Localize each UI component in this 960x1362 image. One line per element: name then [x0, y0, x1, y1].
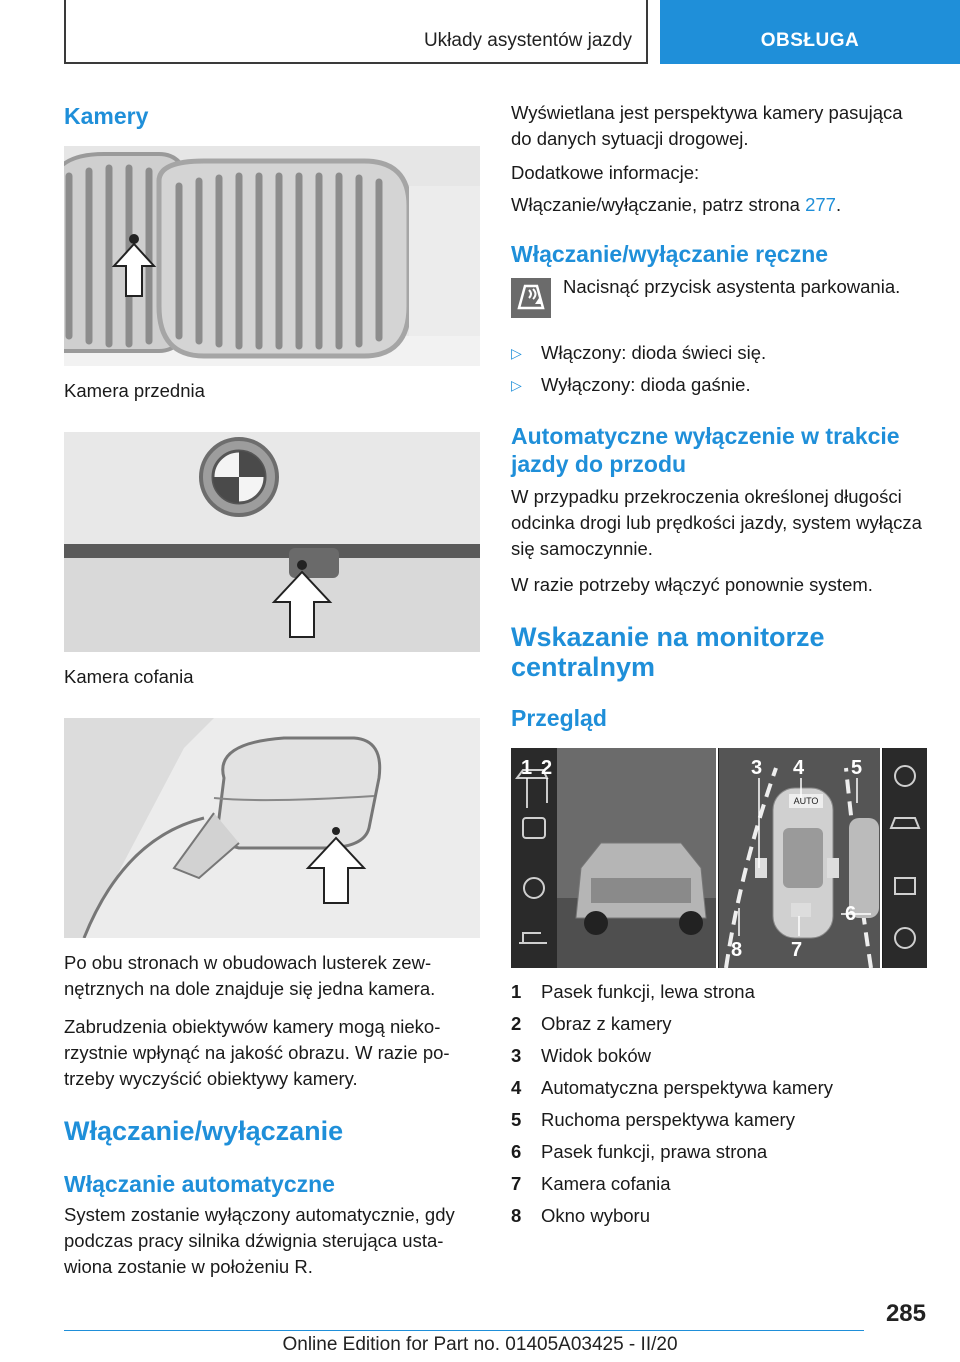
- callout-8: 8: [731, 939, 743, 961]
- legend-text: Okno wyboru: [541, 1205, 650, 1226]
- footer-divider: [64, 1330, 864, 1331]
- para-reference: [511, 192, 928, 218]
- bullet-text: Włączony: dioda świeci się.: [541, 342, 767, 363]
- legend-text: Pasek funkcji, prawa strona: [541, 1141, 768, 1162]
- rear-camera-figure: [64, 432, 480, 652]
- caption-front-camera: Kamera przednia: [64, 380, 205, 401]
- bullet-off: [511, 372, 928, 398]
- right-column: [511, 100, 928, 1232]
- legend-text: Kamera cofania: [541, 1173, 671, 1194]
- callout-2: 2: [541, 757, 553, 779]
- heading-auto-on: Włączanie automatyczne: [64, 1171, 335, 1197]
- page-reference-link[interactable]: 277: [805, 194, 836, 215]
- callout-5: 5: [851, 757, 863, 779]
- callout-1: 1: [521, 757, 533, 779]
- para-more-info: Dodatkowe informacje:: [511, 162, 700, 183]
- para-mirrors: Po obu stronach w obudowach lusterek zewnętrznych na dole znajduje się jedna kamera.: [64, 952, 436, 999]
- left-column: [64, 100, 480, 1280]
- para-auto-off: W przypadku przekroczenia określonej długości odcinka drogi lub prędkości jazdy, system wyłącza się samoczynnie.: [511, 486, 922, 559]
- front-camera-figure: [64, 146, 480, 366]
- heading-auto-off: Automatyczne wyłączenie w trakcie jazdy do przodu: [511, 423, 900, 477]
- heading-central-display: Wskazanie na monitorze centralnym: [511, 622, 825, 682]
- legend-text: Obraz z kamery: [541, 1013, 672, 1034]
- manual-instruction: [511, 274, 928, 318]
- para-reenable: W razie potrzeby włączyć ponownie system.: [511, 574, 873, 595]
- legend-item: [511, 1040, 928, 1072]
- monitor-overview-figure: [511, 748, 927, 968]
- legend-text: Automatyczna perspektywa kamery: [541, 1077, 834, 1098]
- mirror-camera-figure: [64, 718, 480, 938]
- caption-rear-camera: Kamera cofania: [64, 666, 194, 687]
- section-title: Układy asystentów jazdy: [423, 30, 632, 51]
- legend-item: [511, 1200, 928, 1232]
- callout-3: 3: [751, 757, 763, 779]
- heading-manual: Włączanie/wyłączanie ręczne: [511, 241, 829, 267]
- auto-badge: AUTO: [793, 796, 819, 806]
- park-assist-button-icon: [511, 278, 551, 318]
- legend-number: 1: [511, 981, 522, 1002]
- para-auto-on: System zostanie wyłączony automatycznie, gdy podczas pracy silnika dźwignia sterująca ustawiona zostanie w położeniu R.: [64, 1204, 455, 1277]
- legend-number: 2: [511, 1013, 522, 1034]
- bullet-triangle-icon: ▷: [511, 345, 522, 361]
- callout-6: 6: [845, 903, 857, 925]
- para-press-button: Nacisnąć przycisk asystenta parkowania.: [563, 276, 901, 297]
- legend-number: 8: [511, 1205, 522, 1226]
- callout-4: 4: [793, 757, 805, 779]
- legend-number: 5: [511, 1109, 522, 1130]
- para-dirty-lens: Zabrudzenia obiektywów kamery mogą niekorzystnie wpłynąć na jakość obrazu. W razie potrzeby wyczyścić obiektywy kamery.: [64, 1016, 450, 1089]
- legend-number: 6: [511, 1141, 522, 1162]
- legend-item: [511, 1104, 928, 1136]
- legend-number: 7: [511, 1173, 522, 1194]
- legend-item: [511, 1136, 928, 1168]
- para-perspective: Wyświetlana jest perspektywa kamery pasująca do danych sytuacji drogowej.: [511, 102, 903, 149]
- header-box: [64, 0, 648, 64]
- legend-number: 3: [511, 1045, 522, 1066]
- callout-7: 7: [791, 939, 803, 961]
- legend-list: [511, 976, 928, 1232]
- bullet-triangle-icon: ▷: [511, 377, 522, 393]
- legend-text: Pasek funkcji, lewa strona: [541, 981, 755, 1002]
- legend-item: [511, 976, 928, 1008]
- footer-edition: Online Edition for Part no. 01405A03425 - II/20: [282, 1334, 678, 1355]
- chapter-tab: [660, 0, 960, 64]
- legend-text: Ruchoma perspektywa kamery: [541, 1109, 795, 1130]
- bullet-text: Wyłączony: dioda gaśnie.: [541, 374, 751, 395]
- heading-cameras: Kamery: [64, 103, 149, 129]
- bullet-on: [511, 340, 928, 366]
- legend-number: 4: [511, 1077, 522, 1098]
- heading-on-off: Włączanie/wyłączanie: [64, 1116, 344, 1146]
- reference-suffix: .: [835, 194, 842, 215]
- chapter-tab-label: OBSŁUGA: [760, 30, 860, 51]
- page-number: 285: [885, 1300, 926, 1327]
- legend-item: [511, 1168, 928, 1200]
- status-bullets: [511, 340, 928, 398]
- legend-item: [511, 1072, 928, 1104]
- legend-text: Widok boków: [541, 1045, 652, 1066]
- legend-item: [511, 1008, 928, 1040]
- reference-prefix: Włączanie/wyłączanie, patrz strona: [511, 194, 806, 215]
- heading-overview: Przegląd: [511, 705, 607, 731]
